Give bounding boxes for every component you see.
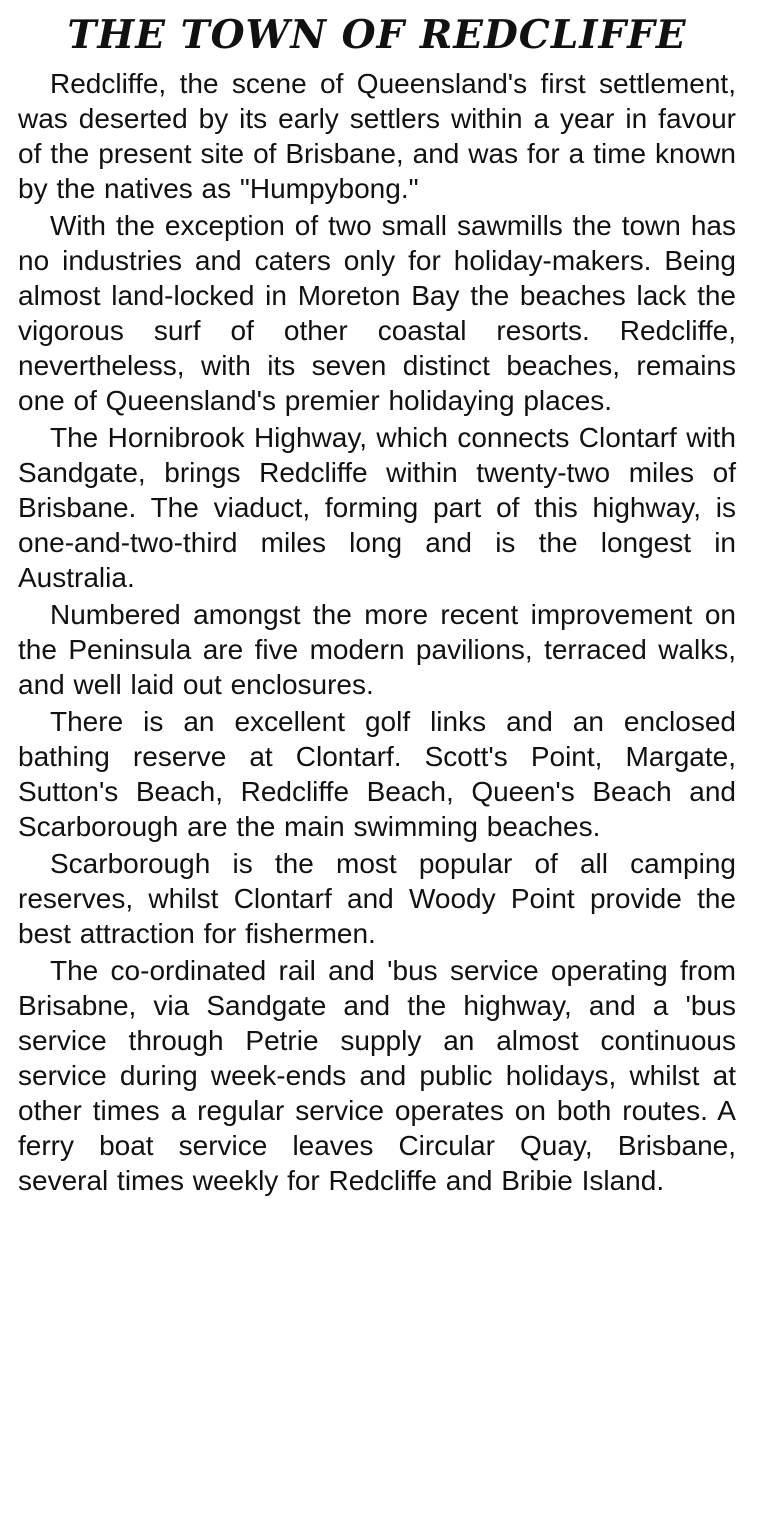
paragraph-history: Redcliffe, the scene of Queensland's first settlement, was deserted by its early settlers within a year in favour of the present site of Brisbane, and was for a time known by the natives as "Humpybong." xyxy=(18,68,736,204)
paragraph-camping: Scarborough is the most popular of all camping reserves, whilst Clontarf and Woody Point provide the best attraction for fishermen. xyxy=(18,848,736,949)
paragraph-beaches: There is an excellent golf links and an enclosed bathing reserve at Clontarf. Scott's Point, Margate, Sutton's Beach, Redcliffe Beach, Queen's Beach and Scarborough are the main swimming beaches. xyxy=(18,706,736,842)
paragraph-highway: The Hornibrook Highway, which connects Clontarf with Sandgate, brings Redcliffe within twenty-two miles of Brisbane. The viaduct, forming part of this highway, is one-and-two-third miles long and is the longest in Australia. xyxy=(18,422,736,593)
paragraph-transport: The co-ordinated rail and 'bus service operating from Brisabne, via Sandgate and the highway, and a 'bus service through Petrie supply an almost continuous service during week-ends and public holidays, whilst at other times a regular service operates on both routes. A ferry boat service leaves Circular Quay, Brisbane, several times weekly for Redcliffe and Bribie Island. xyxy=(18,955,736,1196)
paragraph-industries: With the exception of two small sawmills the town has no industries and caters only for holiday-makers. Being almost land-locked in Moreton Bay the beaches lack the vigorous surf of other coastal resorts. Redcliffe, nevertheless, with its seven distinct beaches, remains one of Queensland's premier holidaying places. xyxy=(18,210,736,416)
article xyxy=(18,10,736,1200)
paragraph-improvements: Numbered amongst the more recent improvement on the Peninsula are five modern pavilions, terraced walks, and well laid out enclosures. xyxy=(18,599,736,700)
article-title: THE TOWN OF REDCLIFFE xyxy=(67,12,687,58)
